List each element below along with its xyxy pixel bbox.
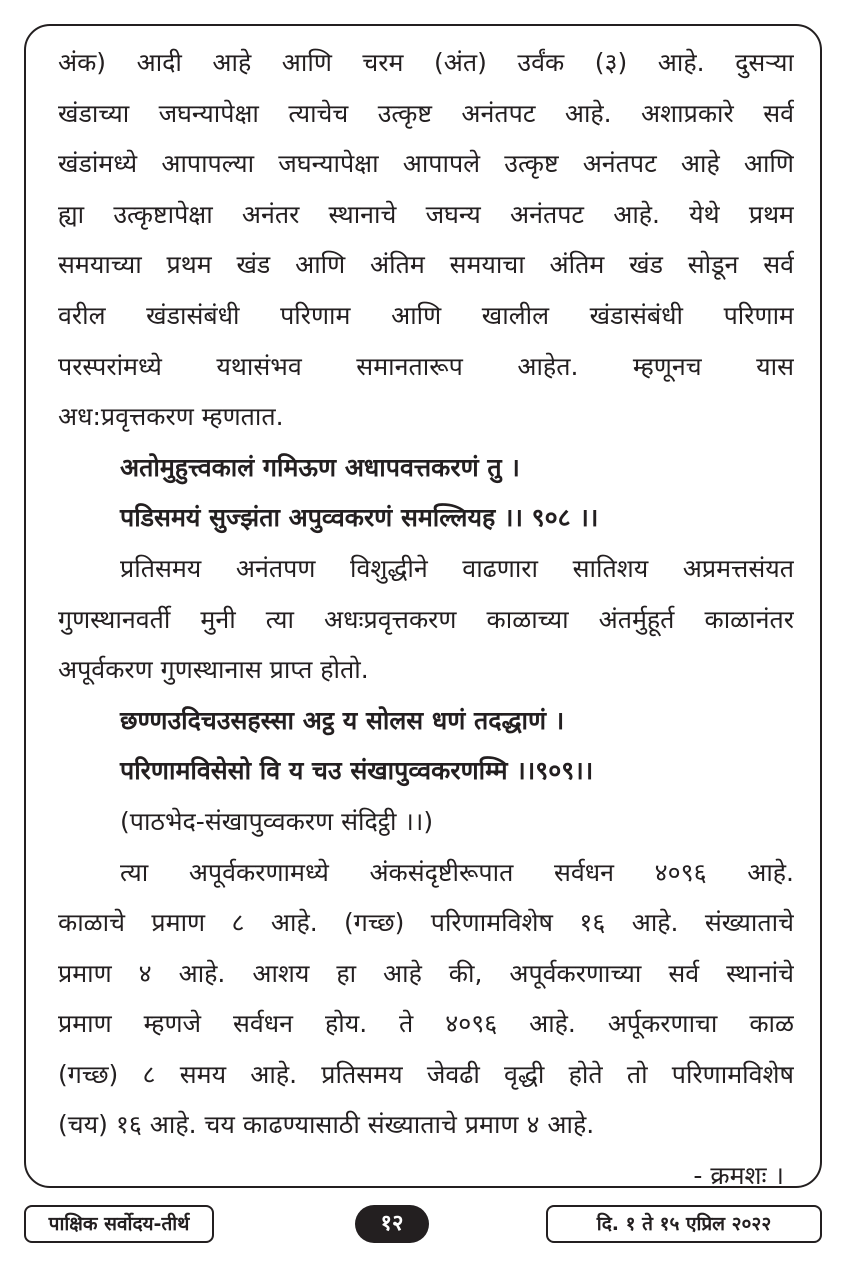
body-line: खंडांमध्ये आपापल्या जघन्यापेक्षा आपापले उत्कृष्ट अनंतपट आहे आणि: [58, 149, 794, 179]
page-number: १२: [355, 1205, 429, 1243]
variant-reading-note: (पाठभेद-संखापुव्वकरण संदिट्ठी ।।): [120, 806, 434, 836]
article-body: [58, 38, 794, 1202]
body-line: अध:प्रवृत्तकरण म्हणतात.: [58, 402, 284, 432]
continued-marker: - क्रमशः ।: [693, 1161, 784, 1191]
verse-line: अतोमुहुत्त्वकालं गमिऊण अधापवत्तकरणं तु ।: [120, 452, 520, 482]
issue-date: दि. १ ते १५ एप्रिल २०२२: [546, 1205, 822, 1243]
body-line: (गच्छ) ८ समय आहे. प्रतिसमय जेवढी वृद्धी होते तो परिणामविशेष: [58, 1059, 794, 1089]
body-line: अंक) आदी आहे आणि चरम (अंत) उर्वंक (३) आहे. दुसऱ्या: [58, 48, 794, 77]
body-line: त्या अपूर्वकरणामध्ये अंकसंदृष्टीरूपात सर्वधन ४०९६ आहे.: [120, 857, 794, 887]
verse-line: छण्णउदिचउसहस्सा अट्ठ य सोलस धणं तदद्धाणं ।: [120, 705, 565, 735]
body-line: प्रमाण ४ आहे. आशय हा आहे की, अपूर्वकरणाच्या सर्व स्थानांचे: [58, 958, 794, 988]
body-line: समयाच्या प्रथम खंड आणि अंतिम समयाचा अंतिम खंड सोडून सर्व: [58, 250, 794, 280]
body-line: (चय) १६ आहे. चय काढण्यासाठी संख्याताचे प्रमाण ४ आहे.: [58, 1110, 595, 1140]
body-line: अपूर्वकरण गुणस्थानास प्राप्त होतो.: [58, 655, 369, 685]
body-line: खंडाच्या जघन्यापेक्षा त्याचेच उत्कृष्ट अनंतपट आहे. अशाप्रकारे सर्व: [58, 98, 794, 128]
body-line: ह्या उत्कृष्टापेक्षा अनंतर स्थानाचे जघन्य अनंतपट आहे. येथे प्रथम: [58, 199, 794, 229]
verse-line: पडिसमयं सुज्झंता अपुव्वकरणं समल्लियह ।। ९०८ ।।: [120, 503, 599, 533]
body-line: गुणस्थानवर्ती मुनी त्या अधःप्रवृत्तकरण काळाच्या अंतर्मुहूर्त काळानंतर: [58, 604, 794, 634]
body-line: परस्परांमध्ये यथासंभव समानतारूप आहेत. म्हणूनच यास: [58, 351, 794, 381]
publication-name: पाक्षिक सर्वोदय-तीर्थ: [24, 1205, 214, 1243]
body-line: प्रमाण म्हणजे सर्वधन होय. ते ४०९६ आहे. अर्पूकरणाचा काळ: [58, 1009, 794, 1039]
body-line: वरील खंडासंबंधी परिणाम आणि खालील खंडासंबंधी परिणाम: [58, 300, 794, 330]
verse-line: परिणामविसेसो वि य चउ संखापुव्वकरणम्मि ।।९०९।।: [120, 756, 594, 786]
body-line: काळाचे प्रमाण ८ आहे. (गच्छ) परिणामविशेष १६ आहे. संख्याताचे: [58, 908, 794, 938]
body-line: प्रतिसमय अनंतपण विशुद्धीने वाढणारा सातिशय अप्रमत्तसंयत: [120, 553, 794, 583]
